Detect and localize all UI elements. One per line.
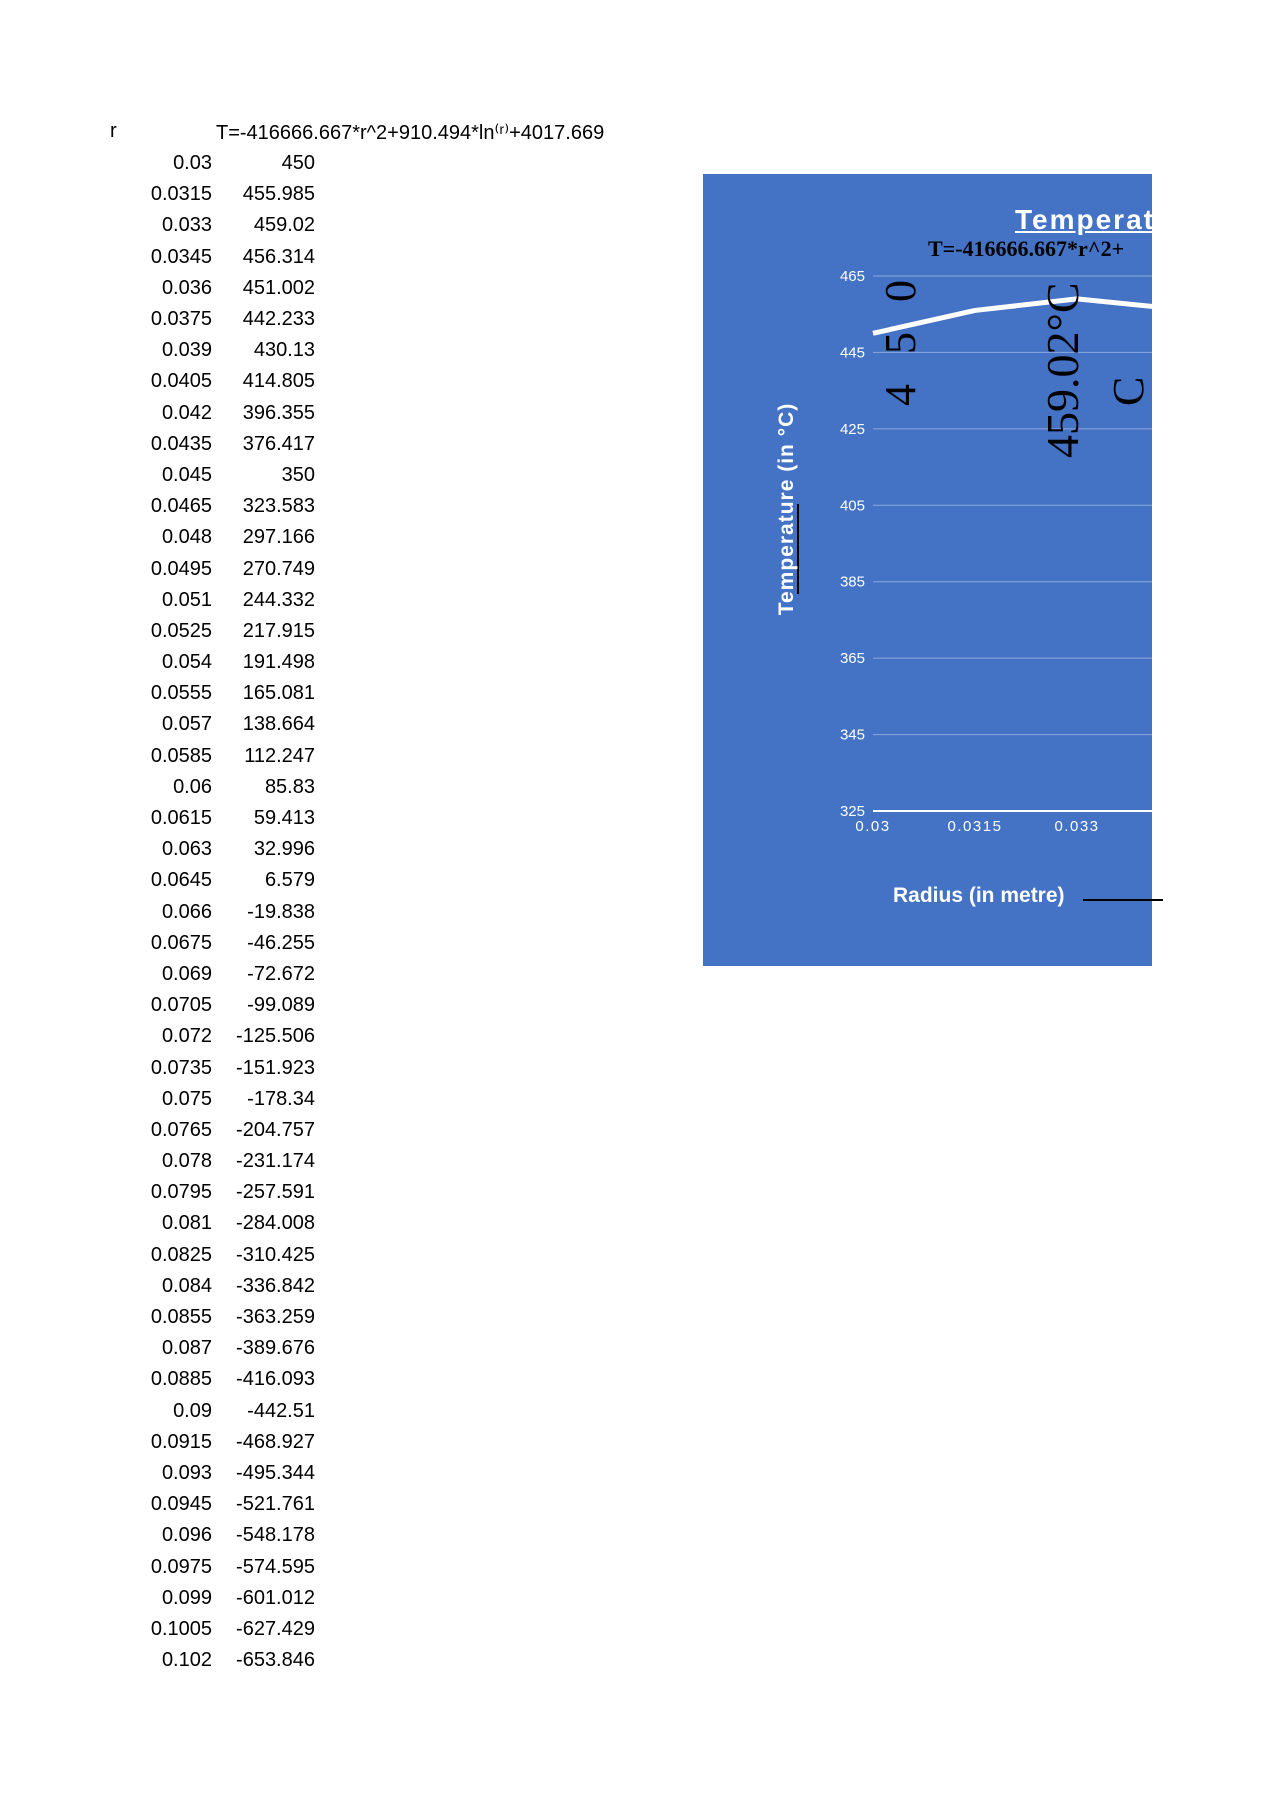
cell-temperature[interactable]: -468.927 <box>236 1430 315 1453</box>
y-tick-label: 405 <box>839 497 865 515</box>
cell-temperature[interactable]: 459.02 <box>253 214 315 237</box>
table-row <box>130 647 315 678</box>
cell-radius[interactable]: 0.081 <box>161 1212 212 1235</box>
table-row <box>130 865 315 896</box>
cell-temperature[interactable]: -363.259 <box>236 1306 315 1329</box>
table-row <box>130 1520 315 1551</box>
table-row <box>130 491 315 522</box>
table-row <box>130 897 315 928</box>
cell-temperature[interactable]: 451.002 <box>242 276 315 299</box>
cell-radius[interactable]: 0.072 <box>161 1025 212 1048</box>
table-row <box>130 1302 315 1333</box>
table-row <box>130 1583 315 1614</box>
table-row <box>130 335 315 366</box>
cell-temperature[interactable]: -548.178 <box>236 1524 315 1547</box>
cell-temperature[interactable]: -310.425 <box>236 1243 315 1266</box>
cell-temperature[interactable]: -151.923 <box>236 1056 315 1079</box>
cell-radius[interactable]: 0.0975 <box>150 1555 212 1578</box>
cell-radius[interactable]: 0.0945 <box>150 1493 212 1516</box>
cell-radius[interactable]: 0.09 <box>173 1399 212 1422</box>
x-tick-label: 0.03 <box>855 818 891 835</box>
table-row <box>130 709 315 740</box>
cell-temperature[interactable]: 217.915 <box>242 619 315 642</box>
cell-temperature[interactable]: -653.846 <box>236 1649 315 1672</box>
x-tick-label: 0.033 <box>1054 818 1100 835</box>
cell-temperature[interactable]: 6.579 <box>264 869 315 892</box>
cell-temperature[interactable]: -257.591 <box>236 1181 315 1204</box>
cell-radius[interactable]: 0.0555 <box>150 682 212 705</box>
cell-temperature[interactable]: -72.672 <box>247 962 315 985</box>
cell-temperature[interactable]: 138.664 <box>242 713 315 736</box>
cell-temperature[interactable]: -627.429 <box>236 1617 315 1640</box>
cell-temperature[interactable]: -99.089 <box>247 994 315 1017</box>
table-row <box>130 678 315 709</box>
table-row <box>130 1458 315 1489</box>
table-row <box>130 1052 315 1083</box>
y-tick-label: 325 <box>839 803 865 820</box>
cell-radius[interactable]: 0.0465 <box>150 495 212 518</box>
cell-temperature[interactable]: -178.34 <box>247 1087 315 1110</box>
cell-radius[interactable]: 0.048 <box>161 526 212 549</box>
cell-radius[interactable]: 0.051 <box>161 588 212 611</box>
cell-radius[interactable]: 0.066 <box>161 900 212 923</box>
table-row <box>130 553 315 584</box>
y-tick-label: 465 <box>839 268 865 285</box>
table-row <box>130 1271 315 1302</box>
cell-temperature[interactable]: 270.749 <box>242 557 315 580</box>
cell-radius[interactable]: 0.045 <box>161 463 212 486</box>
cell-temperature[interactable]: 442.233 <box>242 308 315 331</box>
table-row <box>130 242 315 273</box>
column-header-temperature-formula[interactable]: T=-416666.667*r^2+910.494*ln⁽ʳ⁾+4017.669 <box>216 122 605 144</box>
cell-temperature[interactable]: -284.008 <box>236 1212 315 1235</box>
table-row <box>130 1489 315 1520</box>
cell-radius[interactable]: 0.0735 <box>150 1056 212 1079</box>
cell-temperature[interactable]: 456.314 <box>242 245 315 268</box>
cell-temperature[interactable]: -442.51 <box>247 1399 315 1422</box>
table-row <box>130 273 315 304</box>
table-row <box>130 1364 315 1395</box>
chart-subtitle: T=-416666.667*r^2+ <box>928 236 1125 261</box>
cell-radius[interactable]: 0.0315 <box>150 183 212 206</box>
cell-temperature[interactable]: 59.413 <box>253 807 315 830</box>
cell-radius[interactable]: 0.096 <box>161 1524 212 1547</box>
cell-temperature[interactable]: 450 <box>281 152 315 175</box>
table-row <box>130 304 315 335</box>
table-row <box>130 585 315 616</box>
cell-radius[interactable]: 0.0855 <box>150 1306 212 1329</box>
cell-radius[interactable]: 0.0915 <box>150 1430 212 1453</box>
cell-radius[interactable]: 0.084 <box>161 1274 212 1297</box>
table-row <box>130 1333 315 1364</box>
cell-temperature[interactable]: 430.13 <box>253 339 315 362</box>
cell-temperature[interactable]: -19.838 <box>247 900 315 923</box>
cell-radius[interactable]: 0.06 <box>173 775 212 798</box>
cell-radius[interactable]: 0.057 <box>161 713 212 736</box>
cell-temperature[interactable]: 165.081 <box>242 682 315 705</box>
cell-radius[interactable]: 0.033 <box>161 214 212 237</box>
cell-temperature[interactable]: 455.985 <box>242 183 315 206</box>
y-tick-label: 385 <box>839 573 865 591</box>
y-tick-label: 365 <box>839 650 865 668</box>
cell-radius[interactable]: 0.0825 <box>150 1243 212 1266</box>
table-row <box>130 959 315 990</box>
cell-temperature[interactable]: -231.174 <box>236 1150 315 1173</box>
xlabel-connector <box>1083 899 1163 901</box>
table-row <box>130 1427 315 1458</box>
cell-temperature[interactable]: -574.595 <box>236 1555 315 1578</box>
cell-radius[interactable]: 0.0675 <box>150 931 212 954</box>
cell-radius[interactable]: 0.099 <box>161 1586 212 1609</box>
cell-radius[interactable]: 0.0375 <box>150 308 212 331</box>
cell-temperature[interactable]: 297.166 <box>242 526 315 549</box>
table-row <box>130 616 315 647</box>
cell-temperature[interactable]: -601.012 <box>236 1586 315 1609</box>
cell-radius[interactable]: 0.102 <box>161 1649 212 1672</box>
table-row <box>130 398 315 429</box>
cell-radius[interactable]: 0.03 <box>173 152 212 175</box>
table-row <box>130 429 315 460</box>
chart-title: Temperat <box>1015 204 1155 235</box>
cell-radius[interactable]: 0.069 <box>161 962 212 985</box>
table-row <box>130 803 315 834</box>
cell-temperature[interactable]: -521.761 <box>236 1493 315 1516</box>
table-row <box>130 1645 315 1676</box>
cell-radius[interactable]: 0.0795 <box>150 1181 212 1204</box>
table-row <box>130 834 315 865</box>
table-row <box>130 741 315 772</box>
cell-radius[interactable]: 0.039 <box>161 339 212 362</box>
cell-temperature[interactable]: 32.996 <box>253 838 315 861</box>
cell-radius[interactable]: 0.0435 <box>150 432 212 455</box>
table-row <box>130 522 315 553</box>
table-row <box>130 179 315 210</box>
table-row <box>130 1551 315 1582</box>
cell-radius[interactable]: 0.036 <box>161 276 212 299</box>
cell-temperature[interactable]: 376.417 <box>242 432 315 455</box>
cell-radius[interactable]: 0.0405 <box>150 370 212 393</box>
cell-temperature[interactable]: -204.757 <box>236 1118 315 1141</box>
cell-radius[interactable]: 0.0525 <box>150 619 212 642</box>
cell-temperature[interactable]: -389.676 <box>236 1337 315 1360</box>
cell-radius[interactable]: 0.078 <box>161 1150 212 1173</box>
cell-temperature[interactable]: 323.583 <box>242 495 315 518</box>
cell-temperature[interactable]: 414.805 <box>242 370 315 393</box>
table-row <box>130 1177 315 1208</box>
table-row <box>130 1021 315 1052</box>
cell-temperature[interactable]: 191.498 <box>242 651 315 674</box>
cell-radius[interactable]: 0.063 <box>161 838 212 861</box>
table-row <box>130 928 315 959</box>
y-tick-label: 445 <box>839 344 865 362</box>
y-tick-label: 345 <box>839 726 865 744</box>
cell-temperature[interactable]: -495.344 <box>236 1461 315 1484</box>
table-row <box>130 148 315 179</box>
cell-radius[interactable]: 0.0585 <box>150 744 212 767</box>
table-row <box>130 1614 315 1645</box>
data-label-unit: C <box>1104 376 1153 406</box>
temperature-chart[interactable] <box>703 174 1189 966</box>
cell-temperature[interactable]: 85.83 <box>264 775 315 798</box>
cell-radius[interactable]: 0.093 <box>161 1461 212 1484</box>
table-row <box>130 1208 315 1239</box>
cell-temperature[interactable]: 112.247 <box>244 744 315 767</box>
cell-radius[interactable]: 0.0885 <box>150 1368 212 1391</box>
table-row <box>130 1115 315 1146</box>
data-label-digits: 450 <box>876 250 925 406</box>
cell-temperature[interactable]: -416.093 <box>236 1368 315 1391</box>
cell-temperature[interactable]: 396.355 <box>242 401 315 424</box>
cell-radius[interactable]: 0.1005 <box>150 1617 212 1640</box>
cell-temperature[interactable]: 350 <box>281 463 315 486</box>
cell-radius[interactable]: 0.054 <box>161 651 212 674</box>
table-row <box>130 1084 315 1115</box>
cell-radius[interactable]: 0.0615 <box>150 807 212 830</box>
cell-temperature[interactable]: -125.506 <box>236 1025 315 1048</box>
cell-radius[interactable]: 0.042 <box>161 401 212 424</box>
y-axis-label: Temperature (in °C) <box>775 402 798 616</box>
data-label-peak: 459.02°C <box>1037 282 1088 458</box>
cell-radius[interactable]: 0.075 <box>161 1087 212 1110</box>
data-rows <box>130 148 315 1676</box>
table-row <box>130 1396 315 1427</box>
table-row <box>130 772 315 803</box>
cell-radius[interactable]: 0.0345 <box>150 245 212 268</box>
table-row <box>130 210 315 241</box>
cell-temperature[interactable]: -336.842 <box>236 1274 315 1297</box>
x-tick-label: 0.0315 <box>947 818 1003 835</box>
x-tick-label: 0 <box>1179 818 1189 835</box>
cell-radius[interactable]: 0.0495 <box>150 557 212 580</box>
table-row <box>130 366 315 397</box>
y-tick-label: 425 <box>839 420 865 438</box>
cell-radius[interactable]: 0.0765 <box>150 1118 212 1141</box>
cell-temperature[interactable]: 244.332 <box>242 588 315 611</box>
cell-radius[interactable]: 0.0705 <box>150 994 212 1017</box>
table-row <box>130 1240 315 1271</box>
table-row <box>130 990 315 1021</box>
cell-radius[interactable]: 0.0645 <box>150 869 212 892</box>
cell-temperature[interactable]: -46.255 <box>247 931 315 954</box>
cell-radius[interactable]: 0.087 <box>161 1337 212 1360</box>
table-row <box>130 1146 315 1177</box>
x-axis-label: Radius (in metre) <box>893 884 1065 907</box>
table-row <box>130 460 315 491</box>
column-header-r[interactable]: r <box>110 120 117 142</box>
